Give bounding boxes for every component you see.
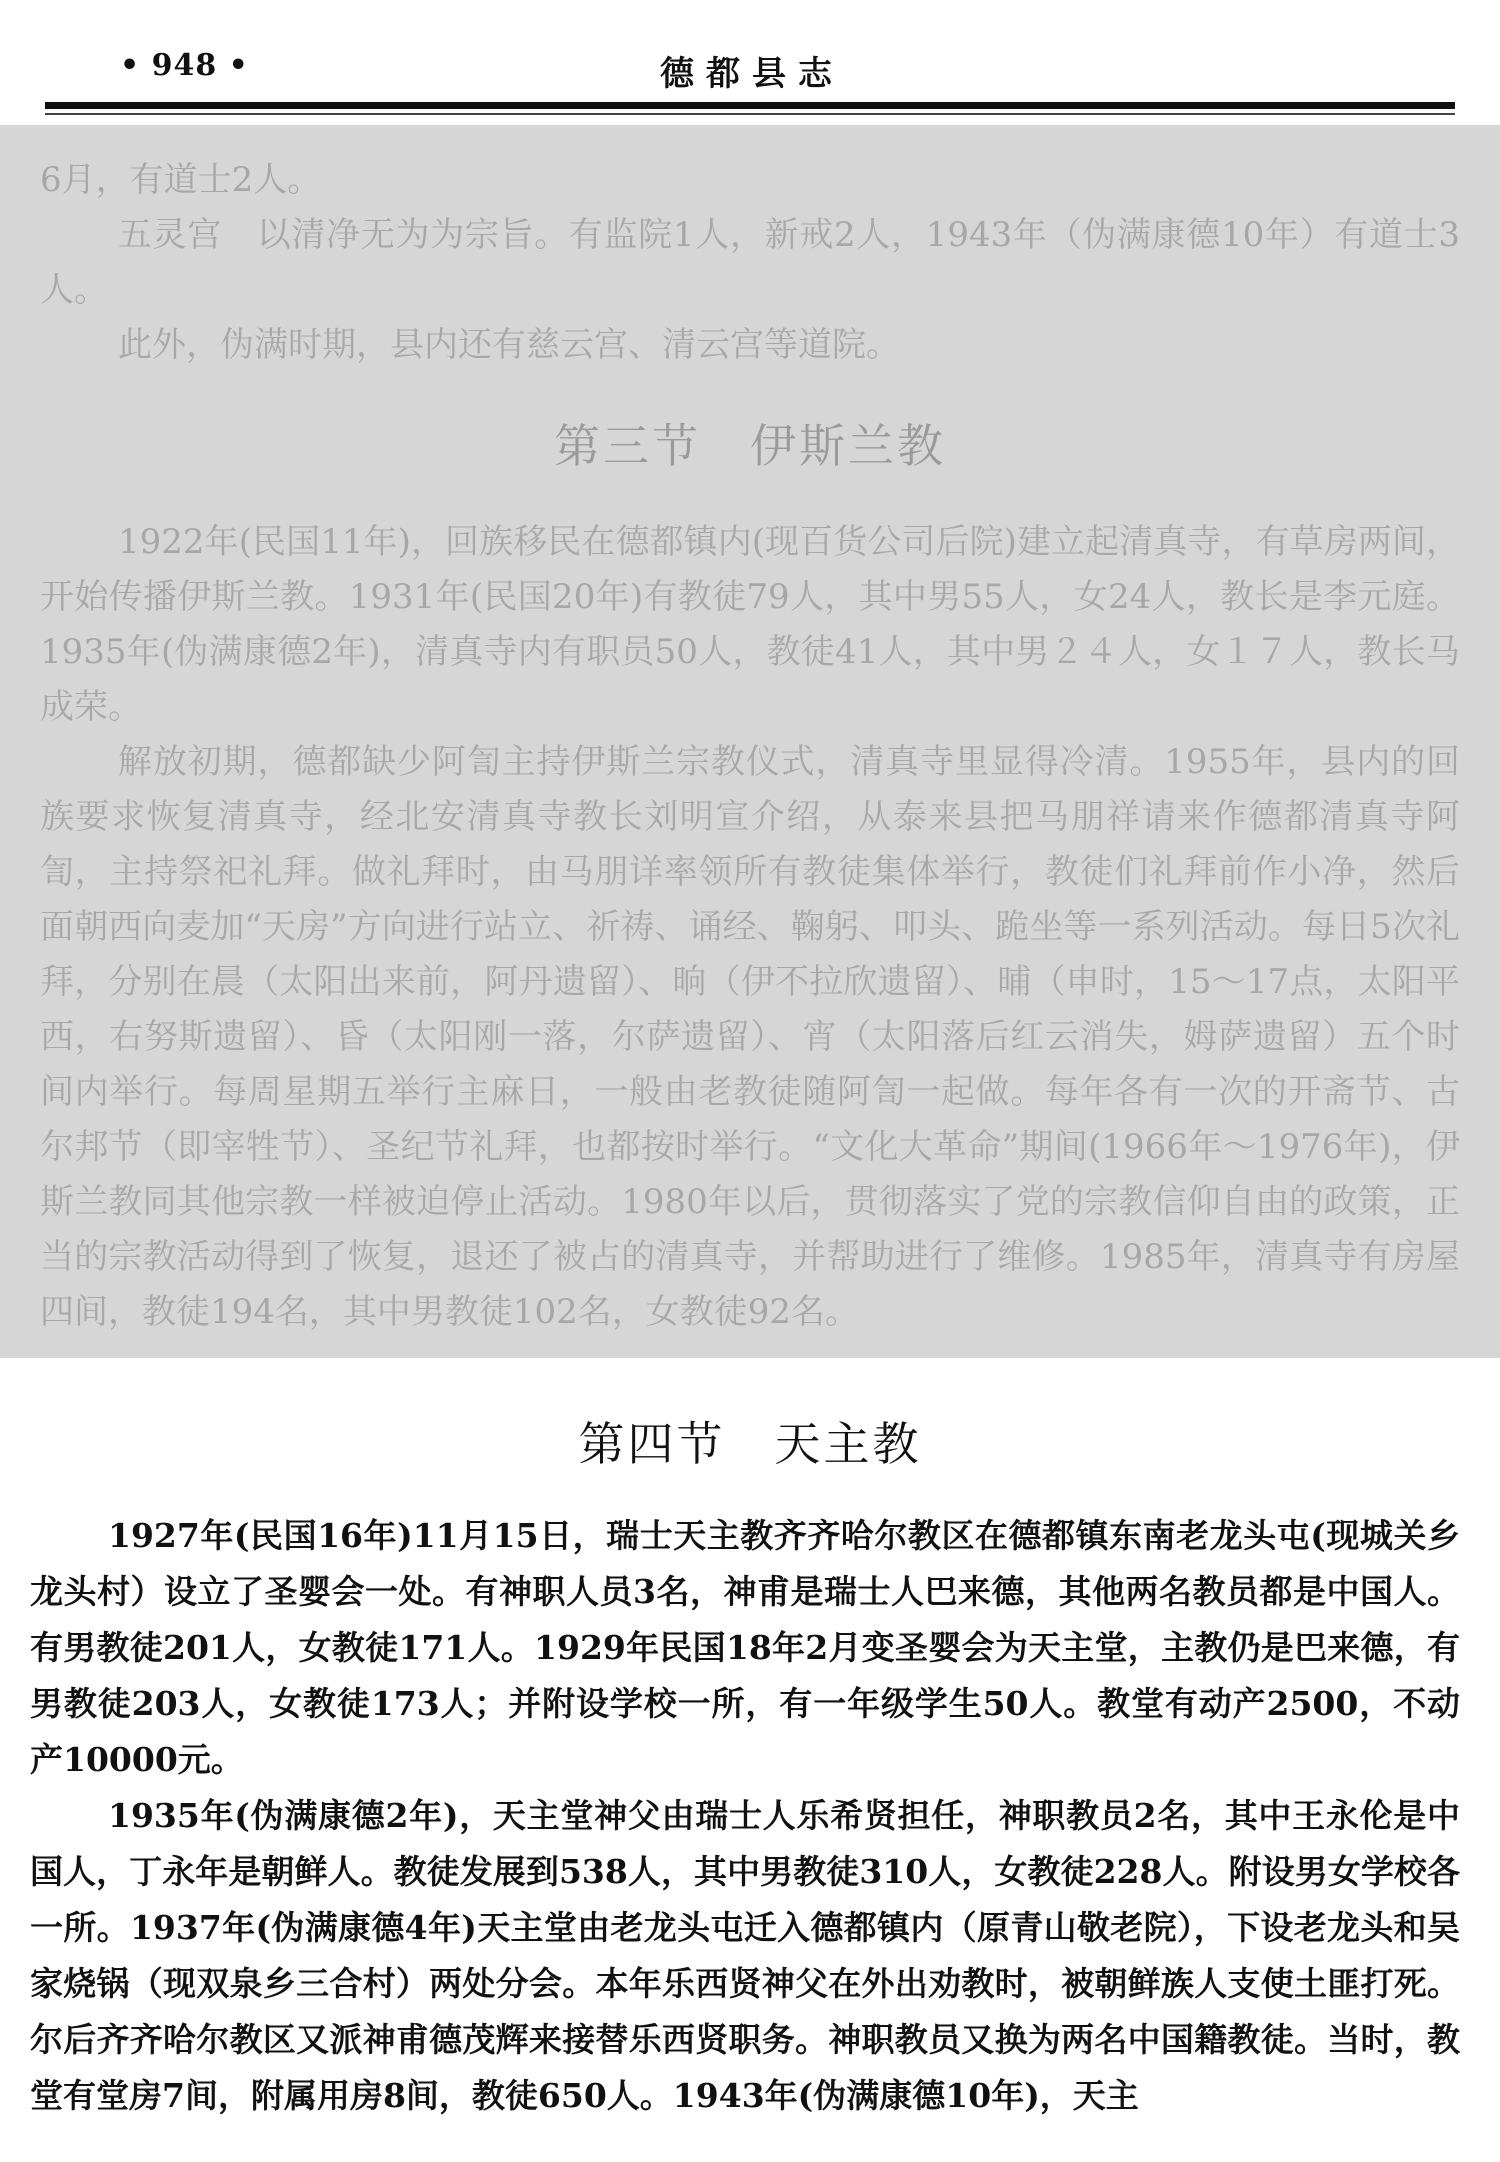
header-rule-thin <box>45 113 1455 115</box>
previous-page-overlay <box>0 125 1500 1358</box>
header-rule-thick <box>45 102 1455 109</box>
section-title-catholicism: 第四节 天主教 <box>578 1417 922 1471</box>
paragraph: 1922年(民国11年)，回族移民在德都镇内(现百货公司后院)建立起清真寺，有草房两间，开始传播伊斯兰教。1931年(民国20年)有教徒79人，其中男55人，女24人，教长是李元庭。1935年(伪满康德2年)，清真寺内有职员50人，教徒41人，其中男２４人，女１７人，教长马成荣。 <box>40 522 1460 727</box>
paragraph: 1935年(伪满康德2年)，天主堂神父由瑞士人乐希贤担任，神职教员2名，其中王永伦是中国人，丁永年是朝鲜人。教徒发展到538人，其中男教徒310人，女教徒228人。附设男女学校各一所。1937年(伪满康德4年)天主堂由老龙头屯迁入德都镇内（原青山敬老院），下设老龙头和吴家烧锅（现双泉乡三合村）两处分会。本年乐西贤神父在外出劝教时，被朝鲜族人支使土匪打死。尔后齐齐哈尔教区又派神甫德茂辉来接替乐西贤职务。神职教员又换为两名中国籍教徒。当时，教堂有堂房7间，附属用房8间，教徒650人。1943年(伪满康德10年)，天主 <box>30 1796 1460 2115</box>
paragraph: 此外，伪满时期，县内还有慈云宫、清云宫等道院。 <box>118 325 900 365</box>
section-title-islam: 第三节 伊斯兰教 <box>554 419 946 473</box>
paragraph: 解放初期，德都缺少阿訇主持伊斯兰宗教仪式，清真寺里显得冷清。1955年，县内的回族要求恢复清真寺，经北安清真寺教长刘明宣介绍，从泰来县把马朋祥请来作德都清真寺阿訇，主持祭祀礼拜。做礼拜时，由马朋详率领所有教徒集体举行，教徒们礼拜前作小净，然后面朝西向麦加“天房”方向进行站立、祈祷、诵经、鞠躬、叩头、跪坐等一系列活动。每日5次礼拜，分别在晨（太阳出来前，阿丹遗留）、晌（伊不拉欣遗留）、晡（申时，15～17点，太阳平西，右努斯遗留）、昏（太阳刚一落，尔萨遗留）、宵（太阳落后红云消失，姆萨遗留）五个时间内举行。每周星期五举行主麻日，一般由老教徒随阿訇一起做。每年各有一次的开斋节、古尔邦节（即宰牲节）、圣纪节礼拜，也都按时举行。“文化大革命”期间(1966年～1976年)，伊斯兰教同其他宗教一样被迫停止活动。1980年以后，贯彻落实了党的宗教信仰自由的政策，正当的宗教活动得到了恢复，退还了被占的清真寺，并帮助进行了维修。1985年，清真寺有房屋四间，教徒194名，其中男教徒102名，女教徒92名。 <box>40 742 1460 1332</box>
paragraph: 五灵宫 以清净无为为宗旨。有监院1人，新戒2人，1943年（伪满康德10年）有道士3人。 <box>40 215 1460 310</box>
islam-text <box>40 515 1460 1340</box>
book-title: 德都县志 <box>660 54 844 94</box>
paragraph: 1927年(民国16年)11月15日，瑞士天主教齐齐哈尔教区在德都镇东南老龙头屯(现城关乡龙头村）设立了圣婴会一处。有神职人员3名，神甫是瑞士人巴来德，其他两名教员都是中国人。有男教徒201人，女教徒171人。1929年民国18年2月变圣婴会为天主堂，主教仍是巴来德，有男教徒203人，女教徒173人；并附设学校一所，有一年级学生50人。教堂有动产2500，不动产10000元。 <box>30 1516 1460 1779</box>
paragraph: 6月，有道士2人。 <box>40 160 322 200</box>
page-number: • 948 • <box>120 48 249 83</box>
page-header <box>0 0 1500 125</box>
current-page-content <box>0 1358 1500 2162</box>
daoism-tail-text <box>40 153 1460 373</box>
catholicism-text <box>30 1508 1460 2124</box>
